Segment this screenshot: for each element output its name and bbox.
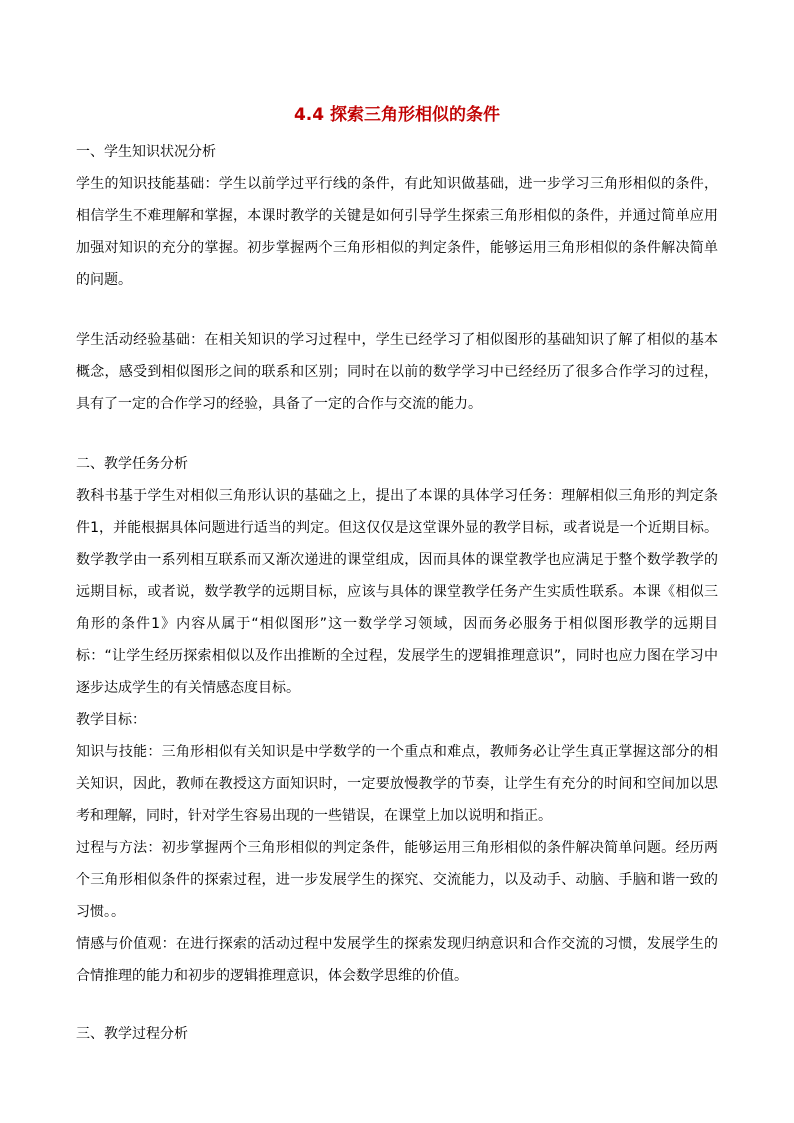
paragraph-teaching-goals-label: 教学目标： bbox=[76, 712, 146, 728]
paragraph-activity-foundation: 学生活动经验基础：在相关知识的学习过程中，学生已经学习了相似图形的基础知识了解了相似的基本概念，感受到相似图形之间的联系和区别；同时在以前的数学学习中已经经历了很多合作学习的过程，具有了一定的合作学习的经验，具备了一定的合作与交流的能力。 bbox=[76, 332, 718, 412]
paragraph-task-overview: 教科书基于学生对相似三角形认识的基础之上，提出了本课的具体学习任务：理解相似三角形的判定条件1，并能根据具体问题进行适当的判定。但这仅仅是这堂课外显的教学目标，或者说是一个近期目标。数学教学由一系列相互联系而又渐次递进的课堂组成，因而具体的课堂教学也应满足于整个数学教学的远期目标，或者说，数学教学的远期目标，应该与具体的课堂教学任务产生实质性联系。本课《相似三角形的条件1》内容从属于“相似图形”这一数学学习领域，因而务必服务于相似图形教学的远期目标：“让学生经历探索相似以及作出推断的全过程，发展学生的逻辑推理意识”，同时也应力图在学习中逐步达成学生的有关情感态度目标。 bbox=[76, 488, 718, 696]
spacer bbox=[76, 296, 718, 324]
paragraph-emotion-values: 情感与价值观：在进行探索的活动过程中发展学生的探索发现归纳意识和合作交流的习惯，发展学生的合情推理的能力和初步的逻辑推理意识，体会数学思维的价值。 bbox=[76, 936, 718, 984]
section-heading-process-analysis: 三、教学过程分析 bbox=[76, 1026, 188, 1042]
paragraph-knowledge-skills: 知识与技能：三角形相似有关知识是中学数学的一个重点和难点，教师务必让学生真正掌握这部分的相关知识，因此，教师在教授这方面知识时，一定要放慢教学的节奏，让学生有充分的时间和空间加以思考和理解，同时，针对学生容易出现的一些错误，在课堂上加以说明和指正。 bbox=[76, 744, 718, 824]
section-heading-student-analysis: 一、学生知识状况分析 bbox=[76, 144, 216, 160]
paragraph-knowledge-foundation: 学生的知识技能基础：学生以前学过平行线的条件，有此知识做基础，进一步学习三角形相似的条件，相信学生不难理解和掌握，本课时教学的关键是如何引导学生探索三角形相似的条件，并通过简单应用加强对知识的充分的掌握。初步掌握两个三角形相似的判定条件，能够运用三角形相似的条件解决简单的问题。 bbox=[76, 176, 718, 288]
section-heading-task-analysis: 二、教学任务分析 bbox=[76, 456, 188, 472]
document-title: 4.4 探索三角形相似的条件 bbox=[293, 105, 501, 125]
paragraph-process-methods: 过程与方法：初步掌握两个三角形相似的判定条件，能够运用三角形相似的条件解决简单问题。经历两个三角形相似条件的探索过程，进一步发展学生的探究、交流能力，以及动手、动脑、手脑和谐一致的习惯。。 bbox=[76, 840, 718, 920]
spacer bbox=[76, 992, 718, 1018]
spacer bbox=[76, 420, 718, 448]
